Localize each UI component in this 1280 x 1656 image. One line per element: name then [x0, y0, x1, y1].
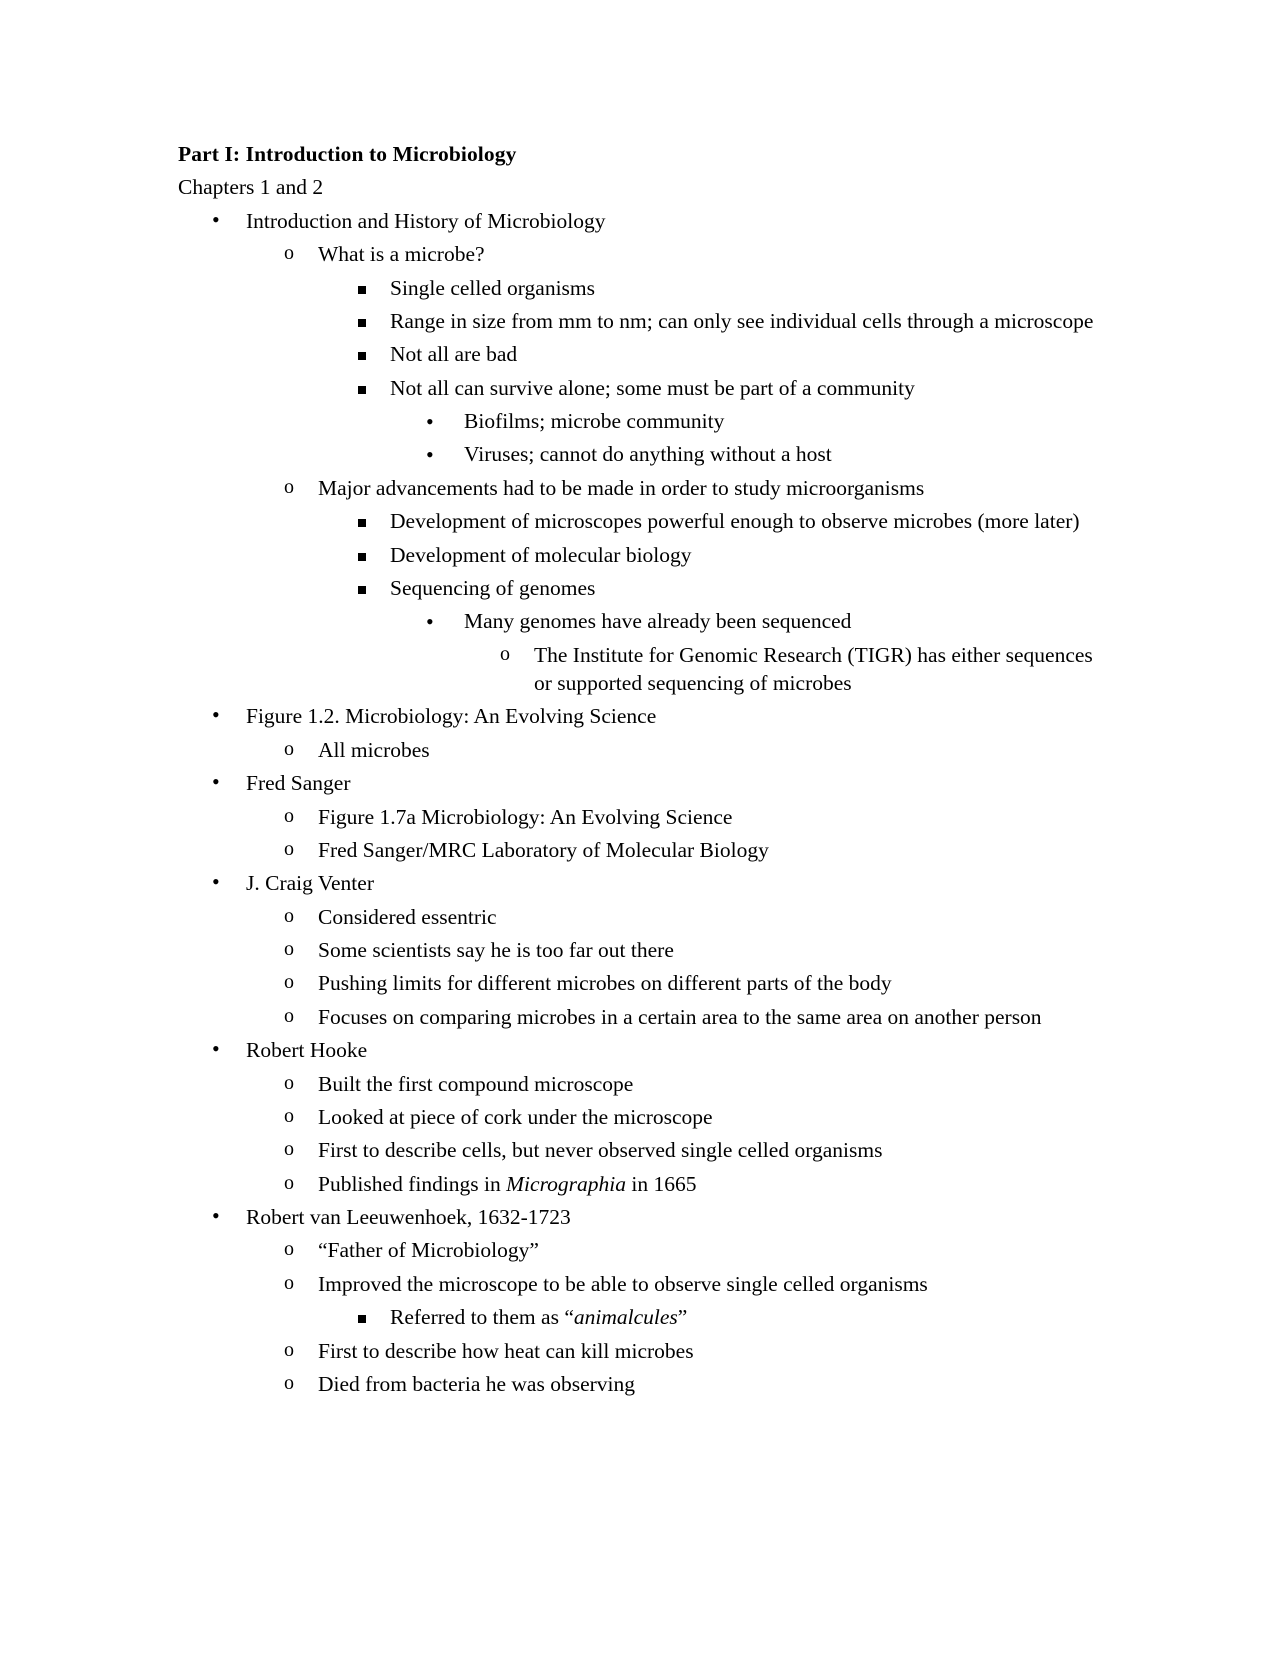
list-marker-icon [358, 376, 388, 404]
outline-item-text: The Institute for Genomic Research (TIGR) has either sequences or supported sequencing of microbes [534, 642, 1093, 695]
list-marker-icon [358, 309, 388, 337]
list-marker-icon: o [284, 1371, 294, 1394]
outline-item-text: Fred Sanger [246, 771, 351, 796]
list-marker-icon: • [426, 409, 434, 434]
list-marker-icon: o [284, 904, 294, 927]
outline-item [246, 474, 1100, 698]
outline-item-text: Some scientists say he is too far out there [318, 938, 674, 962]
outline-item [246, 1070, 1100, 1098]
outline-level-4 [390, 607, 1100, 697]
outline-item-text: First to describe how heat can kill microbes [318, 1338, 694, 1363]
outline-level-2 [246, 1070, 1100, 1199]
outline-item-text: Died from bacteria he was observing [318, 1371, 636, 1396]
outline-list [178, 207, 1100, 1399]
outline-item [246, 1170, 1100, 1198]
list-marker-icon: o [284, 938, 294, 960]
outline-item [246, 803, 1100, 831]
outline-item [178, 207, 1100, 698]
list-marker-icon: • [426, 442, 434, 468]
outline-item [246, 1136, 1100, 1164]
outline-item [318, 574, 1100, 698]
outline-item-text: Figure 1.7a Microbiology: An Evolving Science [318, 804, 733, 829]
outline-item [246, 903, 1100, 931]
list-marker-icon: o [284, 1104, 294, 1127]
outline-item-text: First to describe cells, but never observed single celled organisms [318, 1138, 883, 1163]
outline-item [178, 702, 1100, 764]
list-marker-icon: o [284, 1271, 294, 1294]
outline-item [318, 541, 1100, 569]
outline-item [246, 240, 1100, 469]
outline-item [246, 1003, 1100, 1031]
outline-item-text: Published findings in Micrographia in 1665 [318, 1171, 697, 1196]
list-marker-icon: o [284, 737, 294, 760]
outline-item-text: Improved the microscope to be able to observe single celled organisms [318, 1271, 928, 1296]
list-marker-icon: o [284, 1238, 294, 1261]
outline-level-2 [246, 803, 1100, 865]
list-marker-icon: • [212, 702, 220, 728]
list-marker-icon: • [212, 869, 220, 895]
outline-item-text: Not all are bad [390, 342, 518, 367]
list-marker-icon: o [284, 1004, 294, 1027]
outline-item-text: Robert van Leeuwenhoek, 1632-1723 [246, 1205, 571, 1229]
list-marker-icon [358, 1305, 388, 1333]
outline-item [390, 607, 1100, 697]
list-marker-icon: • [212, 769, 220, 795]
outline-item-text: Development of microscopes powerful enough to observe microbes (more later) [390, 509, 1080, 534]
outline-item [246, 836, 1100, 864]
list-marker-icon: • [212, 1036, 220, 1062]
outline-item [318, 307, 1100, 335]
list-marker-icon: o [284, 1138, 294, 1161]
outline-item-text: Biofilms; microbe community [464, 409, 725, 433]
outline-item-text: Built the first compound microscope [318, 1071, 634, 1096]
outline-item [178, 1036, 1100, 1198]
list-marker-icon: o [284, 475, 294, 498]
list-marker-icon: o [284, 971, 294, 994]
outline-level-2 [246, 736, 1100, 764]
list-marker-icon [358, 543, 388, 571]
list-marker-icon: o [284, 1071, 294, 1094]
outline-item-text: Referred to them as “animalcules” [390, 1305, 688, 1330]
list-marker-icon [358, 576, 388, 604]
outline-item [246, 736, 1100, 764]
list-marker-icon: • [212, 206, 220, 232]
outline-item [464, 641, 1100, 698]
outline-level-3 [318, 274, 1100, 469]
outline-item-text: Figure 1.2. Microbiology: An Evolving Science [246, 704, 657, 729]
outline-item-text: “Father of Microbiology” [318, 1238, 539, 1263]
list-marker-icon: o [284, 1338, 294, 1361]
outline-item [246, 1270, 1100, 1332]
outline-item [178, 869, 1100, 1031]
outline-level-4 [390, 407, 1100, 469]
outline-item-text: Development of molecular biology [390, 542, 692, 567]
outline-item-text: Single celled organisms [390, 275, 596, 300]
outline-level-2 [246, 240, 1100, 697]
page-title: Part I: Introduction to Microbiology [178, 142, 517, 166]
outline-item [318, 507, 1100, 535]
outline-item [246, 1236, 1100, 1264]
outline-level-2 [246, 1236, 1100, 1398]
outline-item-text: Fred Sanger/MRC Laboratory of Molecular Biology [318, 837, 769, 862]
chapters-subtitle: Chapters 1 and 2 [178, 175, 324, 200]
outline-item [318, 340, 1100, 368]
list-marker-icon [358, 342, 388, 370]
outline-item-text: Sequencing of genomes [390, 575, 596, 600]
list-marker-icon [358, 276, 388, 304]
outline-item-text: Many genomes have already been sequenced [464, 609, 852, 634]
list-marker-icon: o [284, 242, 294, 265]
outline-item [390, 440, 1100, 468]
outline-level-5 [464, 641, 1100, 698]
outline-item [246, 1370, 1100, 1398]
outline-item [246, 1103, 1100, 1131]
outline-item [178, 1203, 1100, 1398]
outline-level-3 [318, 507, 1100, 697]
outline-item-text: Viruses; cannot do anything without a host [464, 442, 832, 467]
outline-item [390, 407, 1100, 435]
outline-item-text: Robert Hooke [246, 1038, 368, 1063]
list-marker-icon: o [284, 804, 294, 827]
document-body [178, 140, 1100, 1398]
outline-item-text: Not all can survive alone; some must be part of a community [390, 375, 915, 400]
outline-item [246, 1337, 1100, 1365]
outline-item-text: Focuses on comparing microbes in a certain area to the same area on another person [318, 1004, 1042, 1029]
list-marker-icon: o [284, 1171, 294, 1194]
outline-item [318, 274, 1100, 302]
outline-item [246, 936, 1100, 964]
outline-item [318, 374, 1100, 469]
list-marker-icon: o [284, 837, 294, 860]
outline-item [246, 969, 1100, 997]
list-marker-icon: • [212, 1203, 220, 1228]
outline-item-text: J. Craig Venter [246, 871, 374, 896]
outline-item-text: Looked at piece of cork under the microscope [318, 1104, 713, 1129]
outline-item-text: What is a microbe? [318, 242, 485, 267]
outline-item-text: All microbes [318, 737, 430, 762]
outline-item [178, 769, 1100, 864]
outline-level-2 [246, 903, 1100, 1032]
outline-item-text: Introduction and History of Microbiology [246, 208, 606, 233]
list-marker-icon: o [500, 642, 510, 665]
outline-item-text: Considered essentric [318, 904, 497, 929]
outline-item-text: Range in size from mm to nm; can only see individual cells through a microscope [390, 308, 1094, 333]
outline-item [318, 1303, 1100, 1331]
outline-level-3 [318, 1303, 1100, 1331]
list-marker-icon [358, 509, 388, 537]
outline-item-text: Major advancements had to be made in order to study microorganisms [318, 475, 925, 500]
outline-item-text: Pushing limits for different microbes on different parts of the body [318, 971, 892, 996]
list-marker-icon: • [426, 609, 434, 635]
